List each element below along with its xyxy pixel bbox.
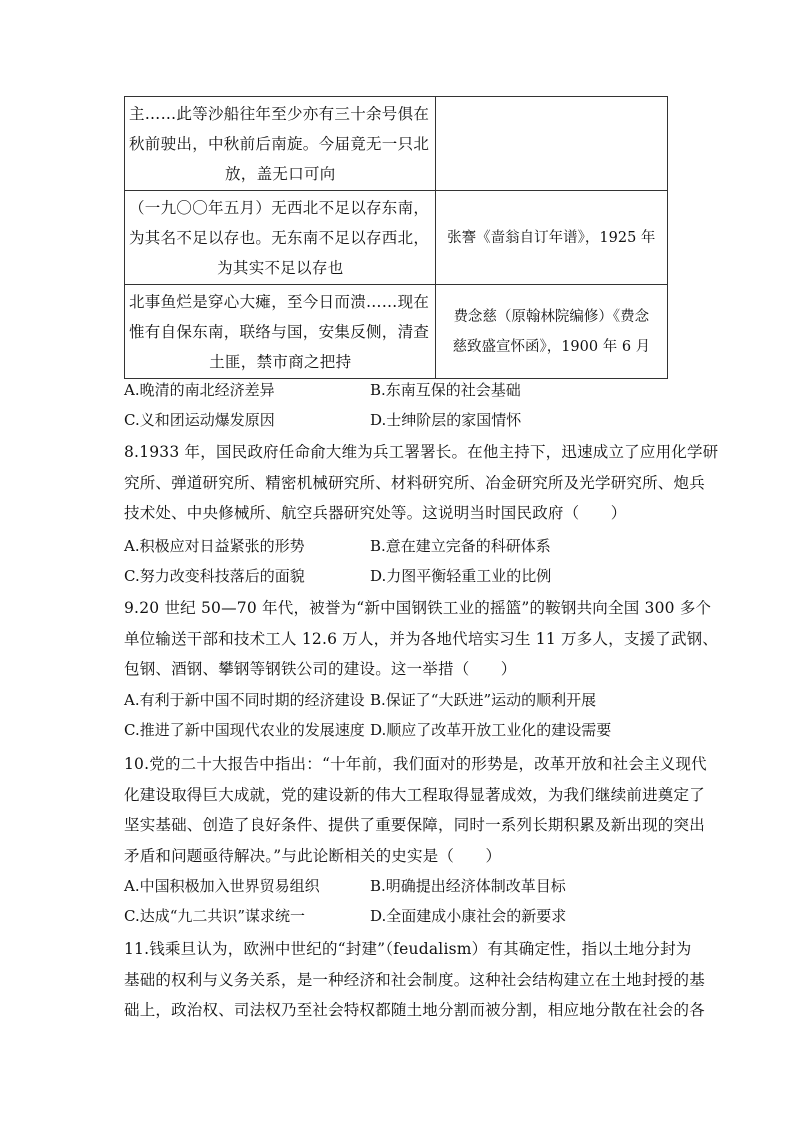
- q8-stem: [124, 437, 719, 529]
- q8-option-b[interactable]: B.意在建立完备的科研体系: [370, 537, 551, 555]
- q10-options-row: [124, 872, 684, 900]
- q10-option-b[interactable]: B.明确提出经济体制改革目标: [370, 877, 566, 895]
- stem-line: 9.20 世纪 50—70 年代，被誉为“新中国钢铁工业的摇篮”的鞍钢共向全国 300 多个: [124, 599, 712, 617]
- q7-options-row: [124, 376, 684, 404]
- stem-line: 8.1933 年，国民政府任命俞大维为兵工署署长。在他主持下，迅速成立了应用化学研: [124, 443, 719, 461]
- q8-option-c[interactable]: C.努力改变科技落后的面貌: [124, 567, 305, 585]
- table-row: [125, 191, 668, 285]
- quote-line: 土匪，禁市商之把持: [209, 352, 352, 371]
- quote-line: 为其实不足以存也: [217, 258, 344, 277]
- q7-option-c[interactable]: C.义和团运动爆发原因: [124, 411, 275, 429]
- q9-stem: [124, 593, 719, 685]
- q10-options-row: [124, 902, 684, 930]
- source-line: 张謇《啬翁自订年谱》，1925 年: [447, 229, 656, 246]
- source-line: 慈致盛宣怀函》，1900 年 6 月: [452, 338, 651, 355]
- table-cell-source: [435, 97, 667, 191]
- q10-stem: [124, 749, 707, 871]
- q7-option-d[interactable]: D.士绅阶层的家国情怀: [370, 411, 522, 429]
- quote-line: 放，盖无口可向: [225, 164, 336, 183]
- q8-option-d[interactable]: D.力图平衡轻重工业的比例: [370, 567, 552, 585]
- stem-line: 矛盾和问题亟待解决。”与此论断相关的史实是（ ）: [124, 846, 502, 865]
- q10-option-c[interactable]: C.达成“九二共识”谋求统一: [124, 907, 306, 925]
- stem-line: 基础的权利与义务关系，是一种经济和社会制度。这种社会结构建立在土地封授的基: [124, 970, 705, 989]
- stem-line: 11.钱乘旦认为，欧洲中世纪的“封建”（feudalism）有其确定性，指以土地分封为: [124, 940, 692, 958]
- table-cell-quote: [125, 191, 436, 285]
- stem-line: 单位输送干部和技术工人 12.6 万人，并为各地代培实习生 11 万多人，支援了武钢、: [124, 629, 719, 648]
- table-row: [125, 97, 668, 191]
- q9-option-d[interactable]: D.顺应了改革开放工业化的建设需要: [370, 721, 612, 739]
- q9-option-c[interactable]: C.推进了新中国现代农业的发展速度: [124, 721, 365, 739]
- quote-line: 秋前驶出，中秋前后南旋。今届竟无一只北: [129, 134, 430, 153]
- quote-line: （一九〇〇年五月）无西北不足以存东南，: [129, 198, 430, 217]
- stem-line: 包钢、酒钢、攀钢等钢铁公司的建设。这一举措（ ）: [124, 660, 517, 678]
- stem-line: 化建设取得巨大成就，党的建设新的伟大工程取得显著成效，为我们继续前进奠定了: [124, 785, 705, 804]
- quote-line: 为其名不足以存也。无东南不足以存西北，: [129, 228, 430, 247]
- source-table: [124, 96, 668, 379]
- table-cell-source: [435, 285, 667, 379]
- source-line: 费念慈（原翰林院编修）《费念: [453, 308, 650, 325]
- stem-line: 究所、弹道研究所、精密机械研究所、材料研究所、冶金研究所及光学研究所、炮兵: [124, 473, 705, 492]
- q7-option-b[interactable]: B.东南互保的社会基础: [370, 381, 521, 399]
- q8-options-row: [124, 562, 684, 590]
- q9-options-row: [124, 716, 684, 744]
- q8-options-row: [124, 532, 684, 560]
- stem-line: 础上，政治权、司法权乃至社会特权都随土地分割而被分割，相应地分散在社会的各: [124, 1001, 705, 1019]
- stem-line: 10.党的二十大报告中指出：“十年前，我们面对的形势是，改革开放和社会主义现代: [124, 755, 707, 773]
- quote-line: 主……此等沙船往年至少亦有三十余号俱在: [129, 104, 430, 123]
- q8-option-a[interactable]: A.积极应对日益紧张的形势: [124, 537, 305, 555]
- table-cell-quote: [125, 285, 436, 379]
- quote-line: 惟有自保东南，联络与国，安集反侧，清查: [129, 322, 430, 341]
- q9-option-b[interactable]: B.保证了“大跃进”运动的顺利开展: [370, 691, 597, 709]
- q7-options-row: [124, 406, 684, 434]
- table-cell-source: [435, 191, 667, 285]
- q10-option-d[interactable]: D.全面建成小康社会的新要求: [370, 907, 567, 925]
- q7-option-a[interactable]: A.晚清的南北经济差异: [124, 381, 275, 399]
- table-cell-quote: [125, 97, 436, 191]
- q11-stem: [124, 934, 704, 1026]
- q9-option-a[interactable]: A.有利于新中国不同时期的经济建设: [124, 691, 365, 709]
- q10-option-a[interactable]: A.中国积极加入世界贸易组织: [124, 877, 320, 895]
- quote-line: 北事鱼烂是穿心大瘫，至今日而溃……现在: [129, 292, 430, 311]
- q9-options-row: [124, 686, 684, 714]
- stem-line: 坚实基础、创造了良好条件、提供了重要保障，同时一系列长期积累及新出现的突出: [124, 816, 705, 834]
- stem-line: 技术处、中央修械所、航空兵器研究处等。这说明当时国民政府（ ）: [124, 504, 627, 522]
- table-row: [125, 285, 668, 379]
